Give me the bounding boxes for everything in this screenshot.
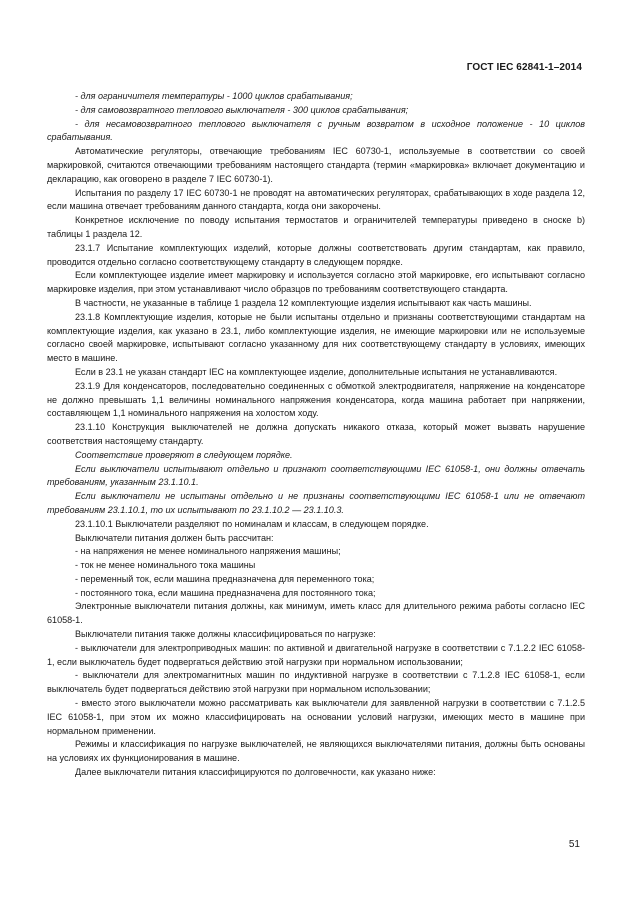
paragraph: - для самовозвратного теплового выключателя - 300 циклов срабатывания;: [75, 104, 409, 115]
paragraph: Выключатели питания также должны классифицироваться по нагрузке:: [75, 629, 376, 640]
paragraph: - для несамовозвратного теплового выключателя с ручным возвратом в исходное положение - 10 циклов срабатывания.: [47, 118, 585, 143]
paragraph: - переменный ток, если машина предназначена для переменного тока;: [75, 573, 375, 584]
paragraph: - вместо этого выключатели можно рассматривать как выключатели для заявленной нагрузки в соответствии с 7.1.2.5 IEC 61058-1, при этом их можно классифицировать на основании условий нагрузки, имеющих место в машине при нормальном применении.: [47, 698, 585, 736]
paragraph: 23.1.8 Комплектующие изделия, которые не были испытаны отдельно и признаны соответствующими стандартам на комплектующие изделия, как указано в 23.1, либо комплектующие изделия, не имеющие маркировки или не используемые согласно своей маркировке, испытывают согласно указанному для них соответствующему стандарту в условиях, имеющих место в машине.: [47, 311, 585, 364]
document-header: ГОСТ IEC 62841-1–2014: [466, 62, 582, 73]
paragraph: - выключатели для электромагнитных машин по индуктивной нагрузке в соответствии с 7.1.2.8 IEC 61058-1, если выключатель будет подвергаться действию этой нагрузки при нормальном использовании;: [47, 670, 585, 695]
paragraph: Испытания по разделу 17 IEC 60730-1 не проводят на автоматических регуляторах, срабатывающих в ходе раздела 12, если машина отвечает требованиям данного стандарта, когда они закорочены.: [47, 187, 585, 212]
paragraph: Соответствие проверяют в следующем порядке.: [75, 449, 293, 460]
paragraph: Конкретное исключение по поводу испытания термостатов и ограничителей температуры приведено в сноске b) таблицы 1 раздела 12.: [47, 215, 585, 239]
paragraph: Автоматические регуляторы, отвечающие требованиям IEC 60730-1, используемые в соответствии со своей маркировкой, считаются отвечающими требованиям настоящего стандарта (термин «маркировка» включает документацию и декларацию, как оговорено в разделе 7 IEC 60730-1).: [47, 146, 585, 184]
paragraph: Далее выключатели питания классифицируются по долговечности, как указано ниже:: [75, 767, 436, 778]
document-body: [47, 90, 585, 780]
paragraph: Если выключатели испытывают отдельно и признают соответствующими IEC 61058-1, они должны отвечать требованиям, указанным 23.1.10.1.: [47, 463, 585, 488]
paragraph: В частности, не указанные в таблице 1 раздела 12 комплектующие изделия испытывают как часть машины.: [75, 297, 532, 308]
paragraph: 23.1.10 Конструкция выключателей не должна допускать никакого отказа, который может вызвать нарушение соответствия настоящему стандарту.: [47, 422, 585, 446]
paragraph: 23.1.9 Для конденсаторов, последовательно соединенных с обмоткой электродвигателя, напряжение на конденсаторе не должно превышать 1,1 величины номинального напряжения конденсатора, когда машина работает при напряжении, составляющем 1,1 номинального напряжения на холостом ходу.: [47, 380, 585, 419]
page-number: 51: [568, 839, 580, 850]
paragraph: 23.1.7 Испытание комплектующих изделий, которые должны соответствовать другим стандартам, как правило, проводится отдельно согласно соответствующему стандарту в следующем порядке.: [47, 242, 585, 267]
paragraph: - ток не менее номинального тока машины: [75, 560, 256, 571]
paragraph: Электронные выключатели питания должны, как минимум, иметь класс для длительного режима работы согласно IEC 61058-1.: [47, 601, 585, 626]
paragraph: Если комплектующее изделие имеет маркировку и используется согласно этой маркировке, его испытывают согласно маркировке изделия, при этом устанавливают число образцов по требованиям соответствующего стандарта.: [47, 270, 585, 295]
paragraph: - на напряжения не менее номинального напряжения машины;: [75, 546, 341, 557]
paragraph: - постоянного тока, если машина предназначена для постоянного тока;: [75, 587, 376, 598]
paragraph: Если выключатели не испытаны отдельно и не признаны соответствующими IEC 61058-1 или не отвечают требованиям 23.1.10.1, то их испытывают по 23.1.10.2 — 23.1.10.3.: [47, 491, 585, 515]
paragraph: Если в 23.1 не указан стандарт IEC на комплектующее изделие, дополнительные испытания не устанавливаются.: [75, 366, 558, 377]
paragraph: 23.1.10.1 Выключатели разделяют по номиналам и классам, в следующем порядке.: [75, 518, 429, 529]
paragraph: Выключатели питания должен быть рассчитан:: [75, 532, 274, 543]
paragraph: - выключатели для электроприводных машин: по активной и двигательной нагрузке в соответствии с 7.1.2.2 IEC 61058-1, если выключатель будет подвергаться действию этой нагрузки при нормальном использовании;: [47, 642, 585, 667]
paragraph: Режимы и классификация по нагрузке выключателей, не являющихся выключателями питания, должны быть основаны на условиях их функционирования в машине.: [47, 739, 585, 764]
paragraph: - для ограничителя температуры - 1000 циклов срабатывания;: [75, 91, 353, 101]
